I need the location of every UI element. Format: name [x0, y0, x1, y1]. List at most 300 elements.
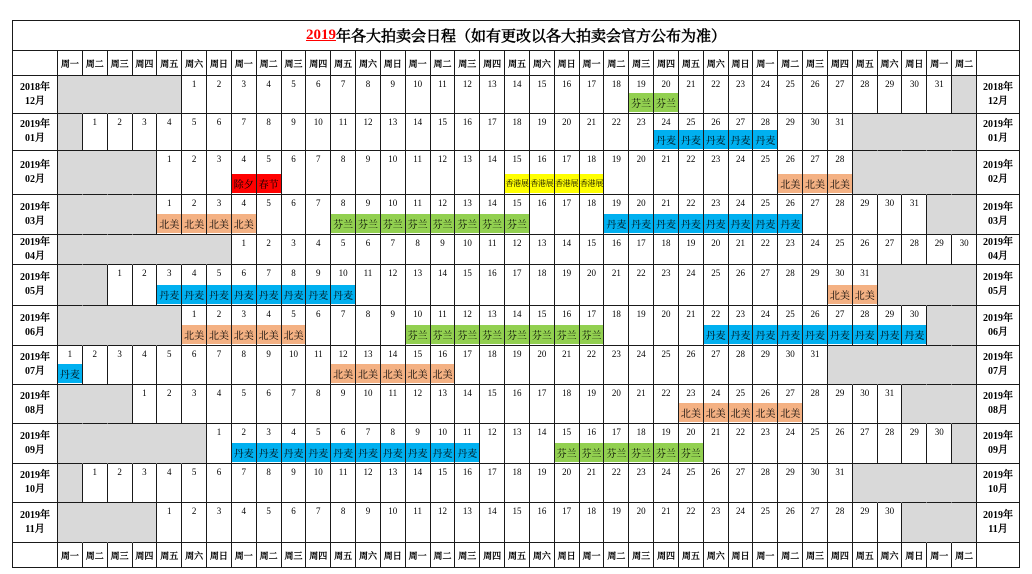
empty-day-cell — [927, 306, 952, 346]
month-label-year: 2019年 — [20, 509, 50, 521]
event-denmark-auction: 丹麦 — [803, 325, 827, 344]
day-number: 20 — [661, 309, 671, 319]
footer-weekday-label: 周六 — [182, 543, 207, 567]
day-number: 30 — [909, 79, 919, 89]
day-number: 10 — [363, 388, 373, 398]
day-number: 31 — [835, 467, 845, 477]
day-number: 28 — [860, 309, 870, 319]
event-north-america-auction: 北美 — [182, 214, 206, 233]
day-number: 6 — [291, 154, 296, 164]
day-cell — [778, 306, 803, 346]
day-number: 3 — [117, 349, 122, 359]
header-weekday-label: 周五 — [157, 51, 182, 76]
day-cell — [704, 76, 729, 114]
day-number: 12 — [413, 388, 423, 398]
day-cell — [878, 195, 903, 235]
event-north-america-auction: 北美 — [729, 403, 753, 422]
day-cell — [704, 265, 729, 306]
day-number: 17 — [487, 117, 497, 127]
day-number: 14 — [462, 388, 472, 398]
day-number: 21 — [661, 506, 671, 516]
day-cell — [306, 76, 331, 114]
month-label-left — [13, 265, 58, 306]
day-cell — [431, 235, 456, 265]
day-number: 13 — [537, 238, 547, 248]
header-weekday-label: 周三 — [629, 51, 654, 76]
day-number: 26 — [711, 117, 721, 127]
event-denmark-auction: 丹麦 — [356, 443, 380, 462]
event-denmark-auction: 丹麦 — [257, 285, 281, 304]
day-number: 1 — [167, 506, 172, 516]
day-number: 13 — [462, 198, 472, 208]
empty-day-cell — [952, 503, 977, 543]
empty-day-cell — [157, 424, 182, 464]
day-cell — [729, 76, 754, 114]
day-cell — [356, 151, 381, 195]
day-cell — [108, 346, 133, 385]
day-cell — [257, 151, 282, 195]
day-number: 15 — [413, 349, 423, 359]
day-number: 22 — [686, 154, 696, 164]
day-cell — [704, 464, 729, 503]
day-cell — [480, 424, 505, 464]
day-cell — [381, 265, 406, 306]
month-label-month: 03月 — [25, 215, 45, 227]
day-number: 6 — [340, 427, 346, 437]
day-cell — [853, 195, 878, 235]
month-label-year: 2018年 — [982, 81, 1013, 93]
day-cell — [679, 195, 704, 235]
day-number: 10 — [437, 427, 447, 437]
day-cell — [282, 464, 307, 503]
day-cell — [157, 151, 182, 195]
day-cell — [480, 195, 505, 235]
day-cell — [182, 385, 207, 424]
day-number: 2 — [142, 268, 147, 278]
day-number: 27 — [785, 388, 795, 398]
day-number: 18 — [636, 427, 646, 437]
event-denmark-auction: 丹麦 — [282, 443, 306, 462]
day-cell — [207, 424, 232, 464]
day-cell — [431, 464, 456, 503]
day-number: 27 — [860, 427, 870, 437]
day-cell — [853, 503, 878, 543]
day-cell — [232, 195, 257, 235]
day-cell — [679, 114, 704, 151]
day-cell — [431, 195, 456, 235]
event-finland-auction: 芬兰 — [679, 443, 703, 462]
day-cell — [455, 114, 480, 151]
header-weekday-label: 周一 — [580, 51, 605, 76]
day-cell — [431, 265, 456, 306]
event-denmark-auction: 丹麦 — [679, 214, 703, 233]
header-weekday-label: 周日 — [381, 51, 406, 76]
month-label-year: 2019年 — [982, 201, 1013, 213]
event-north-america-auction: 北美 — [828, 285, 852, 304]
day-number: 23 — [760, 427, 770, 437]
day-cell — [257, 114, 282, 151]
day-cell — [505, 265, 530, 306]
day-cell — [530, 114, 555, 151]
empty-day-cell — [182, 424, 207, 464]
day-number: 27 — [835, 79, 845, 89]
day-cell — [480, 151, 505, 195]
day-number: 27 — [885, 238, 895, 248]
day-cell — [182, 464, 207, 503]
day-number: 29 — [885, 79, 895, 89]
day-number: 18 — [512, 117, 522, 127]
day-cell — [654, 76, 679, 114]
day-number: 2 — [216, 79, 222, 89]
event-hong-kong-exhibition: 香港展 — [555, 174, 579, 193]
header-weekday-label: 周二 — [952, 51, 977, 76]
day-cell — [580, 76, 605, 114]
month-label-year: 2019年 — [20, 272, 50, 283]
day-number: 3 — [142, 117, 147, 127]
day-number: 7 — [340, 309, 346, 319]
day-number: 31 — [934, 79, 944, 89]
day-number: 10 — [388, 506, 398, 516]
event-finland-auction: 芬兰 — [604, 443, 628, 462]
day-number: 19 — [611, 154, 621, 164]
empty-day-cell — [182, 235, 207, 265]
day-cell — [331, 265, 356, 306]
day-number: 11 — [438, 79, 447, 89]
day-cell — [778, 503, 803, 543]
day-cell — [853, 306, 878, 346]
month-label-left — [13, 151, 58, 195]
day-cell — [927, 424, 952, 464]
day-number: 20 — [636, 506, 646, 516]
day-number: 25 — [686, 117, 696, 127]
day-number: 17 — [537, 388, 547, 398]
empty-day-cell — [83, 195, 108, 235]
header-weekday-label: 周一 — [927, 51, 952, 76]
day-cell — [331, 503, 356, 543]
day-number: 24 — [810, 238, 820, 248]
month-label-year: 2019年 — [982, 312, 1013, 324]
day-cell — [828, 265, 853, 306]
day-number: 29 — [835, 388, 845, 398]
empty-day-cell — [902, 385, 927, 424]
day-number: 24 — [785, 427, 795, 437]
day-number: 2 — [191, 154, 197, 164]
day-number: 27 — [835, 309, 845, 319]
empty-day-cell — [157, 235, 182, 265]
day-number: 28 — [835, 154, 845, 164]
day-number: 12 — [462, 79, 472, 89]
empty-day-cell — [902, 464, 927, 503]
day-number: 18 — [587, 154, 596, 164]
day-number: 5 — [241, 388, 247, 398]
day-cell — [381, 385, 406, 424]
month-label-year: 2019年 — [20, 119, 50, 130]
day-cell — [778, 76, 803, 114]
day-cell — [207, 265, 232, 306]
day-cell — [580, 114, 605, 151]
day-cell — [182, 346, 207, 385]
day-cell — [778, 265, 803, 306]
day-cell — [580, 346, 605, 385]
footer-weekday-label: 周日 — [729, 543, 754, 567]
day-cell — [729, 306, 754, 346]
day-number: 22 — [636, 268, 646, 278]
day-number: 4 — [241, 154, 247, 164]
day-number: 13 — [512, 427, 522, 437]
day-number: 20 — [686, 427, 696, 437]
day-number: 7 — [316, 198, 321, 208]
day-number: 3 — [142, 467, 147, 477]
day-cell — [108, 265, 133, 306]
day-number: 11 — [462, 427, 472, 437]
day-number: 16 — [611, 238, 621, 248]
day-cell — [803, 385, 828, 424]
day-number: 25 — [760, 506, 770, 516]
day-number: 10 — [338, 268, 348, 278]
day-number: 2 — [241, 427, 247, 437]
day-number: 19 — [686, 238, 696, 248]
day-number: 11 — [438, 309, 447, 319]
empty-day-cell — [83, 151, 108, 195]
day-number: 21 — [587, 117, 596, 127]
day-number: 3 — [216, 506, 222, 516]
month-label-right — [977, 76, 1019, 114]
day-number: 28 — [885, 427, 895, 437]
day-cell — [530, 464, 555, 503]
day-number: 22 — [661, 388, 671, 398]
day-cell — [902, 76, 927, 114]
day-number: 8 — [415, 238, 420, 248]
day-cell — [555, 195, 580, 235]
day-cell — [729, 151, 754, 195]
day-cell — [952, 235, 977, 265]
day-cell — [505, 195, 530, 235]
day-cell — [604, 76, 629, 114]
day-cell — [778, 235, 803, 265]
day-number: 24 — [736, 506, 746, 516]
day-number: 19 — [512, 349, 522, 359]
empty-day-cell — [952, 464, 977, 503]
day-cell — [828, 424, 853, 464]
day-cell — [753, 76, 778, 114]
empty-day-cell — [133, 306, 158, 346]
month-label-left — [13, 306, 58, 346]
day-number: 17 — [611, 427, 621, 437]
empty-day-cell — [853, 114, 878, 151]
header-weekday-label: 周一 — [753, 51, 778, 76]
header-weekday-label: 周五 — [853, 51, 878, 76]
day-number: 24 — [736, 154, 746, 164]
day-cell — [704, 195, 729, 235]
day-cell — [580, 385, 605, 424]
day-cell — [530, 151, 555, 195]
day-cell — [604, 265, 629, 306]
day-number: 20 — [562, 467, 572, 477]
day-number: 6 — [266, 388, 271, 398]
day-number: 29 — [860, 506, 870, 516]
day-cell — [232, 235, 257, 265]
title-year: 2019 — [305, 27, 336, 43]
event-denmark-auction: 丹麦 — [331, 443, 355, 462]
day-cell — [629, 195, 654, 235]
day-number: 4 — [167, 467, 172, 477]
day-number: 9 — [390, 309, 396, 319]
day-number: 19 — [562, 268, 572, 278]
day-number: 25 — [711, 268, 721, 278]
day-cell — [381, 195, 406, 235]
title-text: 年各大拍卖会日程（如有更改以各大拍卖会官方公布为准） — [335, 29, 726, 45]
day-number: 14 — [413, 467, 423, 477]
day-cell — [704, 151, 729, 195]
header-weekday-label: 周日 — [207, 51, 232, 76]
event-denmark-auction: 丹麦 — [828, 325, 852, 344]
day-number: 22 — [711, 309, 721, 319]
day-number: 29 — [785, 467, 795, 477]
day-cell — [654, 503, 679, 543]
day-number: 16 — [562, 309, 572, 319]
day-number: 20 — [661, 79, 671, 89]
month-label-month: 07月 — [987, 366, 1008, 377]
day-cell — [232, 385, 257, 424]
event-north-america-auction: 北美 — [381, 364, 405, 383]
event-north-america-auction: 北美 — [853, 285, 877, 304]
day-cell — [182, 265, 207, 306]
month-label-month: 12月 — [987, 95, 1008, 107]
event-denmark-auction: 丹麦 — [853, 325, 877, 344]
event-denmark-auction: 丹麦 — [778, 214, 802, 233]
day-number: 10 — [288, 349, 298, 359]
day-cell — [257, 385, 282, 424]
day-number: 16 — [512, 388, 522, 398]
day-cell — [306, 385, 331, 424]
empty-day-cell — [878, 114, 903, 151]
day-cell — [282, 195, 307, 235]
day-number: 15 — [437, 467, 447, 477]
month-label-right — [977, 235, 1019, 265]
day-cell — [331, 151, 356, 195]
day-number: 15 — [512, 154, 522, 164]
day-cell — [878, 306, 903, 346]
day-cell — [679, 235, 704, 265]
day-number: 5 — [216, 268, 222, 278]
day-number: 11 — [313, 349, 323, 359]
day-number: 23 — [736, 309, 746, 319]
day-cell — [157, 464, 182, 503]
header-weekday-label: 周四 — [480, 51, 505, 76]
day-number: 29 — [785, 117, 795, 127]
day-number: 30 — [934, 427, 944, 437]
empty-day-cell — [108, 76, 133, 114]
day-cell — [406, 151, 431, 195]
day-number: 3 — [191, 388, 197, 398]
day-cell — [232, 346, 257, 385]
day-number: 28 — [909, 238, 919, 248]
empty-day-cell — [952, 385, 977, 424]
day-cell — [207, 385, 232, 424]
day-cell — [803, 424, 828, 464]
empty-day-cell — [133, 503, 158, 543]
day-cell — [679, 424, 704, 464]
day-number: 17 — [562, 154, 572, 164]
day-cell — [282, 76, 307, 114]
event-denmark-auction: 丹麦 — [431, 443, 455, 462]
day-number: 21 — [686, 309, 696, 319]
month-label-year: 2019年 — [982, 272, 1013, 283]
event-hong-kong-exhibition: 香港展 — [530, 174, 554, 193]
footer-corner-right — [977, 543, 1019, 567]
header-weekday-label: 周四 — [133, 51, 158, 76]
day-number: 13 — [487, 79, 497, 89]
empty-day-cell — [133, 235, 158, 265]
day-number: 18 — [587, 198, 596, 208]
day-cell — [555, 346, 580, 385]
day-number: 9 — [365, 154, 371, 164]
event-finland-auction: 芬兰 — [331, 214, 355, 233]
header-weekday-label: 周五 — [331, 51, 356, 76]
empty-day-cell — [58, 195, 83, 235]
day-cell — [902, 424, 927, 464]
month-label-right — [977, 114, 1019, 151]
event-finland-auction: 芬兰 — [406, 325, 430, 344]
day-number: 5 — [191, 117, 197, 127]
day-number: 28 — [760, 467, 770, 477]
footer-weekday-label: 周五 — [853, 543, 878, 567]
month-label-month: 12月 — [25, 95, 45, 107]
day-cell — [157, 114, 182, 151]
day-cell — [157, 265, 182, 306]
day-number: 20 — [611, 388, 621, 398]
day-number: 11 — [413, 154, 422, 164]
event-denmark-auction: 丹麦 — [331, 285, 355, 304]
footer-weekday-label: 周六 — [530, 543, 555, 567]
empty-day-cell — [952, 76, 977, 114]
day-cell — [828, 114, 853, 151]
day-cell — [505, 76, 530, 114]
day-cell — [555, 424, 580, 464]
day-cell — [729, 464, 754, 503]
footer-weekday-label: 周日 — [902, 543, 927, 567]
day-number: 29 — [909, 427, 919, 437]
day-number: 16 — [462, 117, 472, 127]
day-number: 16 — [462, 467, 472, 477]
empty-day-cell — [853, 346, 878, 385]
day-cell — [406, 306, 431, 346]
day-cell — [828, 195, 853, 235]
day-number: 12 — [437, 198, 447, 208]
day-number: 18 — [562, 388, 572, 398]
day-cell — [431, 151, 456, 195]
day-cell — [778, 385, 803, 424]
day-number: 21 — [661, 154, 671, 164]
day-cell — [604, 114, 629, 151]
day-cell — [580, 464, 605, 503]
day-number: 1 — [117, 268, 122, 278]
day-number: 24 — [661, 467, 671, 477]
header-weekday-label: 周日 — [555, 51, 580, 76]
day-number: 3 — [241, 309, 247, 319]
day-cell — [530, 503, 555, 543]
month-label-month: 03月 — [987, 215, 1008, 227]
day-cell — [282, 235, 307, 265]
day-cell — [704, 235, 729, 265]
day-number: 17 — [562, 506, 572, 516]
footer-corner-left — [13, 543, 58, 567]
day-number: 12 — [437, 506, 447, 516]
day-cell — [505, 385, 530, 424]
day-cell — [629, 503, 654, 543]
day-cell — [257, 464, 282, 503]
footer-weekday-label: 周三 — [108, 543, 133, 567]
